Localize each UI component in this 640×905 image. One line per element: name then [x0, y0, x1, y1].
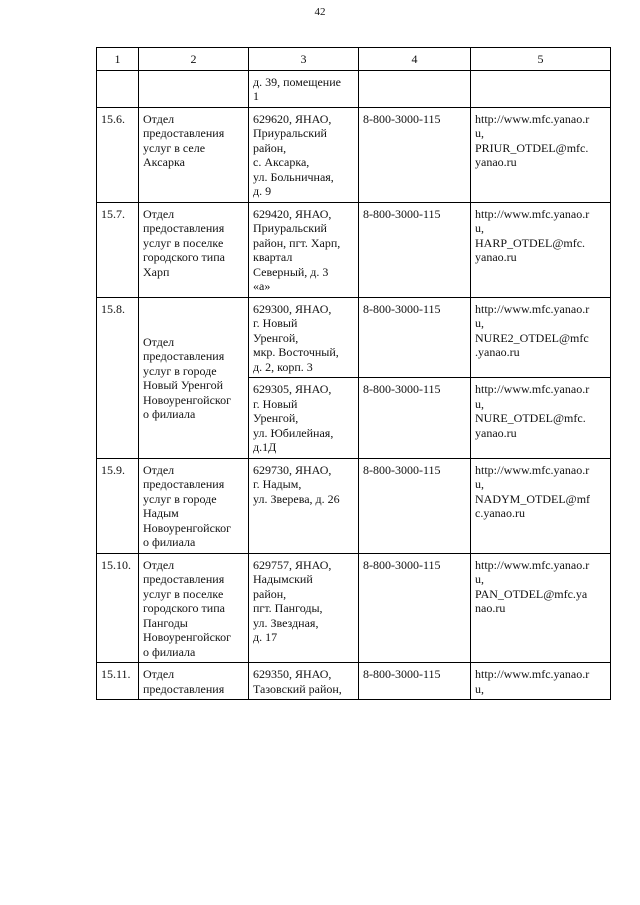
table-row [97, 107, 611, 202]
address-cell: 629305, ЯНАО, г. Новый Уренгой, ул. Юбилейная, д.1Д [249, 378, 359, 459]
header-row [97, 48, 611, 71]
contacts-cell [471, 70, 611, 107]
row-number-cell: 15.6. [97, 107, 139, 202]
office-name-cell: Отдел предоставления [139, 663, 249, 700]
address-cell: 629300, ЯНАО, г. Новый Уренгой, мкр. Восточный, д. 2, корп. 3 [249, 297, 359, 378]
address-cell: 629757, ЯНАО, Надымский район, пгт. Пангоды, ул. Звездная, д. 17 [249, 553, 359, 663]
row-number-cell: 15.8. [97, 297, 139, 458]
table-row [97, 202, 611, 297]
address-cell: 629730, ЯНАО, г. Надым, ул. Зверева, д. 26 [249, 458, 359, 553]
row-number-cell [97, 70, 139, 107]
address-cell: 629620, ЯНАО, Приуральский район, с. Аксарка, ул. Больничная, д. 9 [249, 107, 359, 202]
phone-cell: 8-800-3000-115 [359, 378, 471, 459]
row-number-cell: 15.9. [97, 458, 139, 553]
address-cell: 629420, ЯНАО, Приуральский район, пгт. Харп, квартал Северный, д. 3 «а» [249, 202, 359, 297]
table-row [97, 70, 611, 107]
phone-cell [359, 70, 471, 107]
contacts-cell: http://www.mfc.yanao.r u, NADYM_OTDEL@mf c.yanao.ru [471, 458, 611, 553]
contacts-cell: http://www.mfc.yanao.r u, PRIUR_OTDEL@mfc. yanao.ru [471, 107, 611, 202]
table-row [97, 297, 611, 378]
contacts-cell: http://www.mfc.yanao.r u, HARP_OTDEL@mfc. yanao.ru [471, 202, 611, 297]
header-cell: 1 [97, 48, 139, 71]
header-cell: 3 [249, 48, 359, 71]
phone-cell: 8-800-3000-115 [359, 663, 471, 700]
header-cell: 4 [359, 48, 471, 71]
mfc-offices-table [96, 47, 611, 700]
page-number: 42 [314, 6, 326, 18]
contacts-cell: http://www.mfc.yanao.r u, [471, 663, 611, 700]
address-cell: 629350, ЯНАО, Тазовский район, [249, 663, 359, 700]
phone-cell: 8-800-3000-115 [359, 107, 471, 202]
address-cell: д. 39, помещение 1 [249, 70, 359, 107]
row-number-cell: 15.7. [97, 202, 139, 297]
contacts-cell: http://www.mfc.yanao.r u, NURE_OTDEL@mfc. yanao.ru [471, 378, 611, 459]
office-name-cell: Отдел предоставления услуг в селе Аксарка [139, 107, 249, 202]
phone-cell: 8-800-3000-115 [359, 458, 471, 553]
office-name-cell: Отдел предоставления услуг в поселке городского типа Пангоды Новоуренгойског о филиала [139, 553, 249, 663]
header-cell: 2 [139, 48, 249, 71]
office-name-cell: Отдел предоставления услуг в городе Надым Новоуренгойског о филиала [139, 458, 249, 553]
table-row [97, 553, 611, 663]
phone-cell: 8-800-3000-115 [359, 297, 471, 378]
office-name-cell: Отдел предоставления услуг в городе Новый Уренгой Новоуренгойског о филиала [139, 297, 249, 458]
phone-cell: 8-800-3000-115 [359, 553, 471, 663]
contacts-cell: http://www.mfc.yanao.r u, PAN_OTDEL@mfc.ya nao.ru [471, 553, 611, 663]
contacts-cell: http://www.mfc.yanao.r u, NURE2_OTDEL@mfc .yanao.ru [471, 297, 611, 378]
header-cell: 5 [471, 48, 611, 71]
table-row [97, 663, 611, 700]
phone-cell: 8-800-3000-115 [359, 202, 471, 297]
table-row [97, 458, 611, 553]
office-name-cell: Отдел предоставления услуг в поселке городского типа Харп [139, 202, 249, 297]
row-number-cell: 15.10. [97, 553, 139, 663]
row-number-cell: 15.11. [97, 663, 139, 700]
office-name-cell [139, 70, 249, 107]
